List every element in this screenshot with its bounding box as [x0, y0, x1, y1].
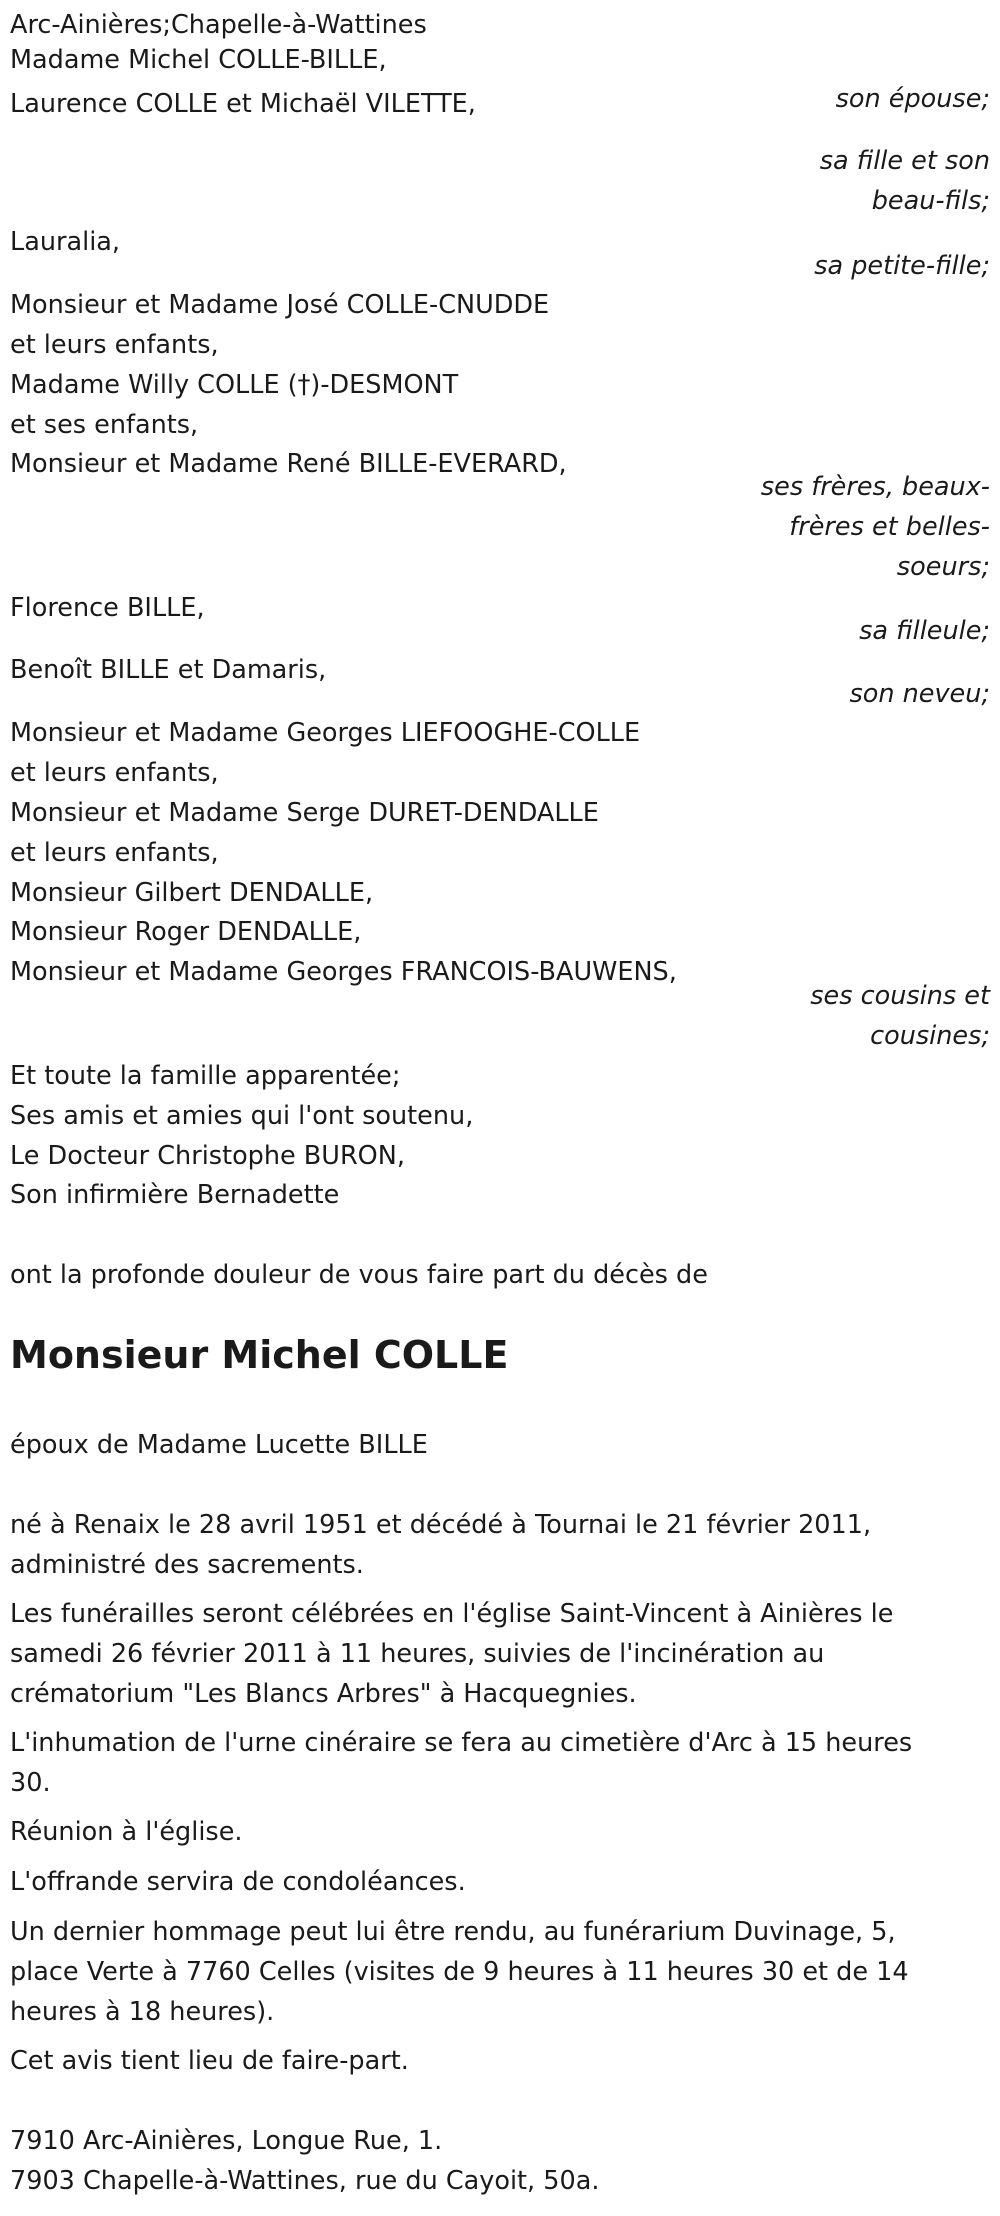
address-line: 7910 Arc-Ainières, Longue Rue, 1.	[10, 2126, 443, 2156]
detail-line: heures à 18 heures).	[10, 1997, 275, 2027]
mourner-line: Monsieur Gilbert DENDALLE,	[10, 878, 374, 908]
deceased-name: Monsieur Michel COLLE	[10, 1333, 509, 1377]
detail-line: Cet avis tient lieu de faire-part.	[10, 2046, 409, 2076]
relation-line: ses cousins et	[810, 981, 990, 1011]
detail-line: Les funérailles seront célébrées en l'église Saint-Vincent à Ainières le	[10, 1599, 894, 1629]
mourner-line: et leurs enfants,	[10, 838, 219, 868]
relation-line: sa filleule;	[859, 616, 990, 646]
others-line: Et toute la famille apparentée;	[10, 1061, 401, 1091]
announcement: ont la profonde douleur de vous faire part du décès de	[10, 1260, 708, 1290]
detail-line: L'offrande servira de condoléances.	[10, 1867, 466, 1897]
mourner-line: Lauralia,	[10, 227, 121, 257]
mourner-line: Monsieur et Madame René BILLE-EVERARD,	[10, 449, 567, 479]
others-line: Ses amis et amies qui l'ont soutenu,	[10, 1101, 474, 1131]
mourner-line: et ses enfants,	[10, 410, 199, 440]
detail-line: L'inhumation de l'urne cinéraire se fera au cimetière d'Arc à 15 heures	[10, 1728, 913, 1758]
relation-line: cousines;	[870, 1021, 990, 1051]
mourner-line: Monsieur et Madame Serge DURET-DENDALLE	[10, 798, 599, 828]
mourner-line: et leurs enfants,	[10, 330, 219, 360]
detail-line: 30.	[10, 1768, 51, 1798]
mourner-line: Madame Michel COLLE-BILLE,	[10, 45, 387, 75]
mourner-line: Monsieur Roger DENDALLE,	[10, 917, 362, 947]
detail-line: samedi 26 février 2011 à 11 heures, suivies de l'incinération au	[10, 1639, 825, 1669]
mourner-line: Monsieur et Madame Georges LIEFOOGHE-COLLE	[10, 718, 641, 748]
relation-line: sa petite-fille;	[814, 251, 990, 281]
relation-line: beau-fils;	[871, 186, 990, 216]
relation-line: son épouse;	[835, 84, 990, 114]
relation-line: son neveu;	[849, 679, 990, 709]
header-locations: Arc-Ainières;Chapelle-à-Wattines	[10, 10, 427, 40]
relation-line: sa fille et son	[819, 146, 990, 176]
relation-line: soeurs;	[896, 552, 990, 582]
detail-line: crématorium "Les Blancs Arbres" à Hacquegnies.	[10, 1679, 637, 1709]
address-line: 7903 Chapelle-à-Wattines, rue du Cayoit, 50a.	[10, 2166, 600, 2196]
relation-line: frères et belles-	[789, 512, 990, 542]
others-line: Son infirmière Bernadette	[10, 1180, 340, 1210]
mourner-line: Florence BILLE,	[10, 593, 205, 623]
detail-line: né à Renaix le 28 avril 1951 et décédé à Tournai le 21 février 2011,	[10, 1510, 872, 1540]
spouse-line: époux de Madame Lucette BILLE	[10, 1430, 428, 1460]
mourner-line: Monsieur et Madame José COLLE-CNUDDE	[10, 290, 550, 320]
mourner-line: Laurence COLLE et Michaël VILETTE,	[10, 89, 476, 119]
detail-line: administré des sacrements.	[10, 1550, 364, 1580]
mourner-line: Benoît BILLE et Damaris,	[10, 655, 327, 685]
mourner-line: Monsieur et Madame Georges FRANCOIS-BAUWENS,	[10, 957, 677, 987]
detail-line: Réunion à l'église.	[10, 1817, 243, 1847]
mourner-line: Madame Willy COLLE (†)-DESMONT	[10, 370, 459, 400]
mourner-line: et leurs enfants,	[10, 758, 219, 788]
relation-line: ses frères, beaux-	[760, 472, 990, 502]
others-line: Le Docteur Christophe BURON,	[10, 1141, 405, 1171]
detail-line: place Verte à 7760 Celles (visites de 9 heures à 11 heures 30 et de 14	[10, 1957, 909, 1987]
detail-line: Un dernier hommage peut lui être rendu, au funérarium Duvinage, 5,	[10, 1917, 896, 1947]
